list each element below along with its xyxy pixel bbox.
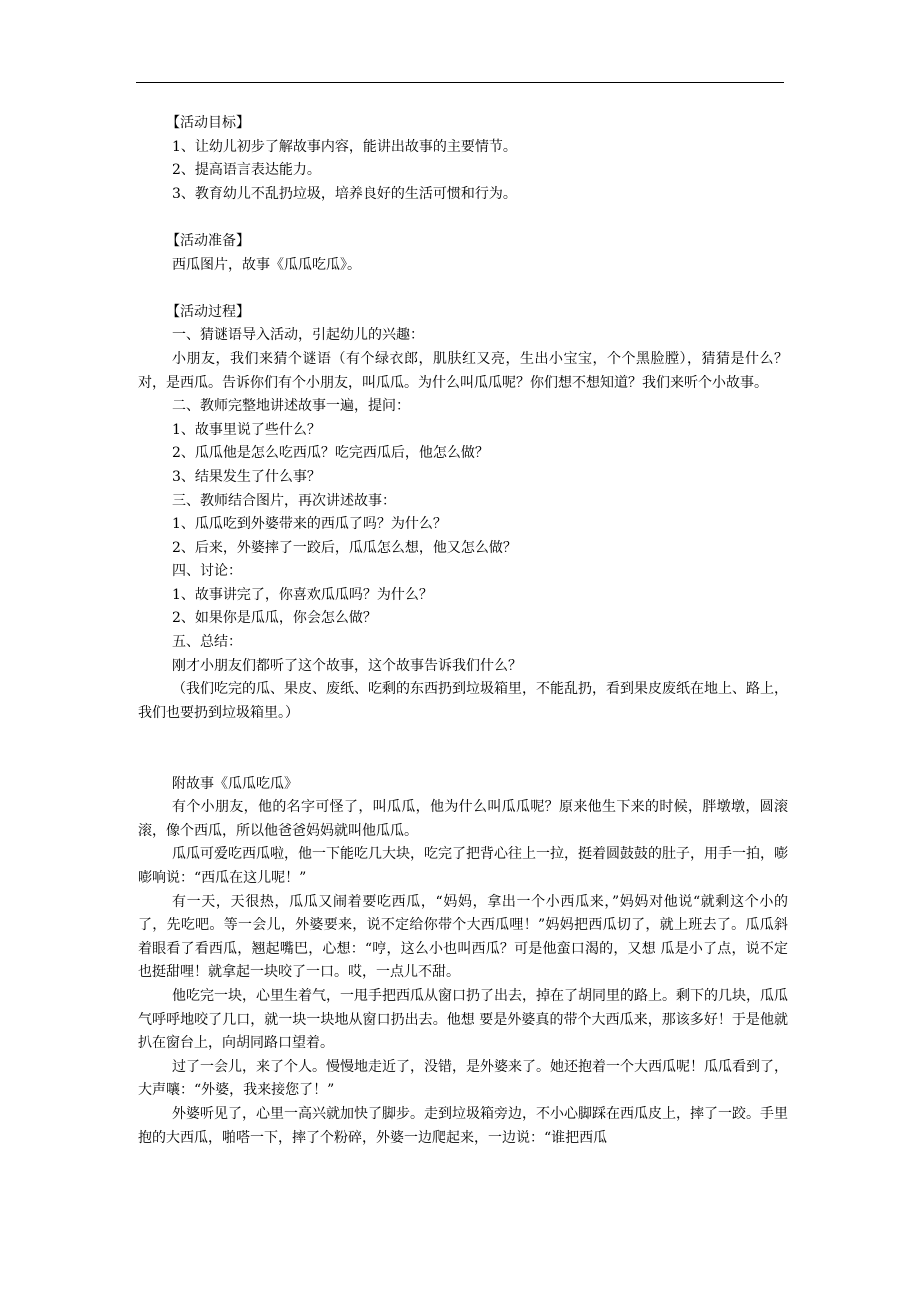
step2-title: 二、教师完整地讲述故事一遍，提问：	[172, 398, 410, 415]
step1-title: 一、猜谜语导入活动，引起幼儿的兴趣：	[172, 327, 424, 344]
step5-title: 五、总结：	[172, 634, 242, 651]
story-paragraph: 过了一会儿，来了个人。慢慢地走近了，没错，是外婆来了。她还抱着一个大西瓜呢！瓜瓜看到了，大声嚷：“外婆，我来接您了！”	[138, 1058, 788, 1099]
step4-item: 2、如果你是瓜瓜，你会怎么做？	[172, 610, 377, 627]
process-heading: 【活动过程】	[166, 303, 250, 320]
goal-item: 2、提高语言表达能力。	[172, 162, 321, 179]
header-rule	[136, 82, 784, 83]
document-body	[138, 112, 788, 1150]
story-paragraph: 有个小朋友，他的名字可怪了，叫瓜瓜，他为什么叫瓜瓜呢？原来他生下来的时候，胖墩墩，圆滚滚，像个西瓜，所以他爸爸妈妈就叫他瓜瓜。	[138, 799, 788, 839]
step3-item: 1、瓜瓜吃到外婆带来的西瓜了吗？为什么？	[172, 516, 447, 533]
step2-item: 2、瓜瓜他是怎么吃西瓜？吃完西瓜后，他怎么做？	[172, 445, 489, 462]
prep-heading: 【活动准备】	[166, 232, 250, 249]
story-paragraph: 瓜瓜可爱吃西瓜啦，他一下能吃几大块，吃完了把背心往上一拉，挺着圆鼓鼓的肚子，用手一拍，嘭嘭响说：“西瓜在这儿呢！”	[138, 846, 788, 886]
goal-item: 1、让幼儿初步了解故事内容，能讲出故事的主要情节。	[172, 138, 517, 155]
goal-item: 3、教育幼儿不乱扔垃圾，培养良好的生活可惯和行为。	[172, 185, 517, 202]
story-title: 附故事《瓜瓜吃瓜》	[172, 775, 298, 792]
step5-answer: （我们吃完的瓜、果皮、废纸、吃剩的东西扔到垃圾箱里，不能乱扔，看到果皮废纸在地上、路上，我们也要扔到垃圾箱里。）	[138, 681, 788, 721]
step2-item: 3、结果发生了什么事？	[172, 468, 321, 485]
goals-heading: 【活动目标】	[166, 115, 250, 131]
step3-item: 2、后来，外婆摔了一跤后，瓜瓜怎么想，他又怎么做？	[172, 539, 517, 556]
section-gap	[138, 725, 788, 749]
section-gap	[138, 206, 788, 230]
step4-item: 1、故事讲完了，你喜欢瓜瓜吗？为什么？	[172, 586, 433, 603]
step5-question: 刚才小朋友们都听了这个故事，这个故事告诉我们什么？	[172, 657, 522, 674]
section-gap	[138, 277, 788, 301]
prep-text: 西瓜图片，故事《瓜瓜吃瓜》。	[172, 256, 361, 273]
section-gap	[138, 749, 788, 773]
step4-title: 四、讨论：	[172, 563, 242, 580]
story-paragraph: 外婆听见了，心里一高兴就加快了脚步。走到垃圾箱旁边，不小心脚踩在西瓜皮上，摔了一跤。手里抱的大西瓜，啪嗒一下，摔了个粉碎，外婆一边爬起来，一边说：“谁把西瓜	[138, 1105, 788, 1146]
story-paragraph: 他吃完一块，心里生着气，一甩手把西瓜从窗口扔了出去，掉在了胡同里的路上。剩下的几块，瓜瓜气呼呼地咬了几口，就一块一块地从窗口扔出去。他想 要是外婆真的带个大西瓜来，那该多好！于是他就扒在窗台上，向胡同路口望着。	[138, 987, 788, 1052]
step3-title: 三、教师结合图片，再次讲述故事：	[172, 492, 396, 509]
story-paragraph: 有一天，天很热，瓜瓜又闹着要吃西瓜，“妈妈，拿出一个小西瓜来，”妈妈对他说“就剩这个小的了，先吃吧。等一会儿，外婆要来，说不定给你带个大西瓜哩！”妈妈把西瓜切了，就上班去了。瓜瓜斜着眼看了看西瓜，翘起嘴巴，心想：“哼，这么小也叫西瓜？可是他蛮口渴的，又想 瓜是小了点，说不定也挺甜哩！就拿起一块咬了一口。哎，一点儿不甜。	[138, 893, 788, 981]
step2-item: 1、故事里说了些什么？	[172, 421, 321, 438]
step1-paragraph: 小朋友，我们来猜个谜语（有个绿衣郎，肌肤红又亮，生出小宝宝，个个黑脸膛），猜猜是什么？对，是西瓜。告诉你们有个小朋友，叫瓜瓜。为什么叫瓜瓜呢？你们想不想知道？我们来听个小故事。	[138, 350, 788, 391]
